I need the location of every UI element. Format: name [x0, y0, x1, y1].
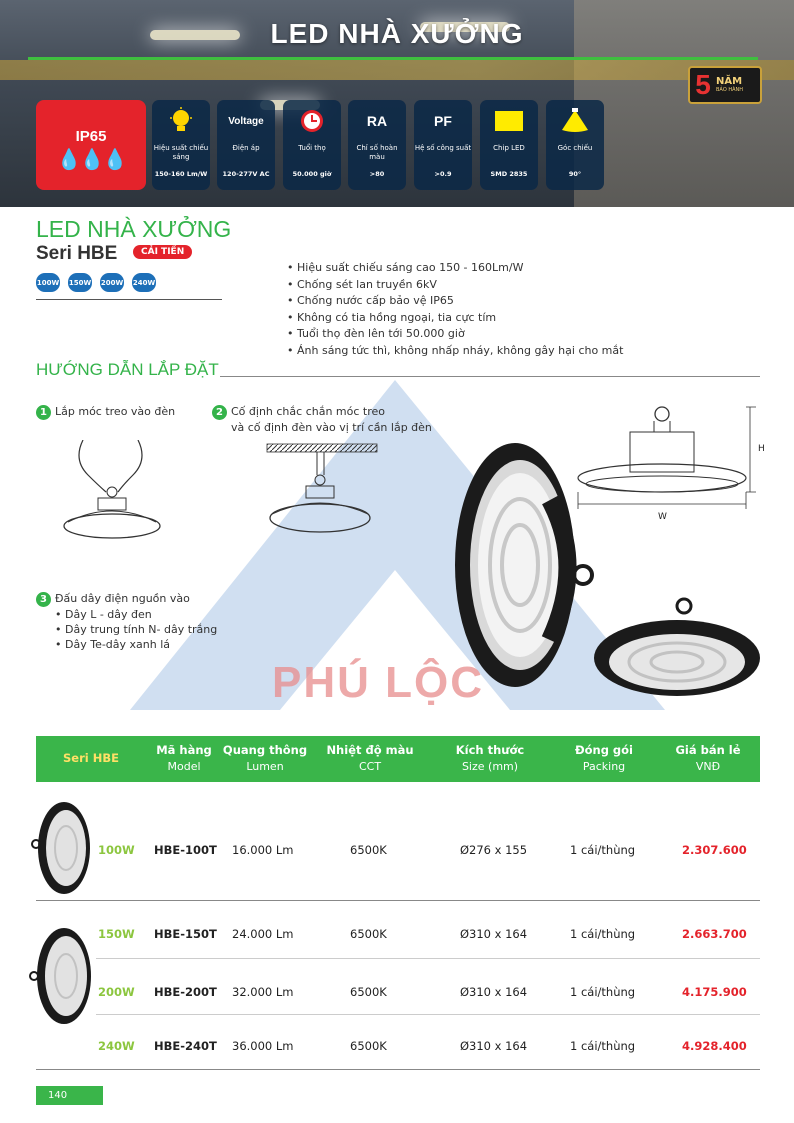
- row-lumen: 36.000 Lm: [232, 1039, 294, 1053]
- step1-illustration: [58, 440, 168, 550]
- row-cct: 6500K: [350, 985, 387, 999]
- row-size: Ø276 x 155: [460, 843, 528, 857]
- water-drops-icon: 💧💧💧: [56, 147, 126, 171]
- power-chip: 200W: [100, 273, 124, 292]
- install-step-3: [36, 591, 217, 652]
- row-watt: 150W: [98, 927, 135, 941]
- feature-item: • Ánh sáng tức thì, không nhấp nháy, không gây hại cho mắt: [287, 343, 623, 360]
- header-price: Giá bán lẻ VNĐ: [675, 743, 741, 773]
- row-packing: 1 cái/thùng: [570, 1039, 636, 1053]
- row-size: Ø310 x 164: [460, 1039, 528, 1053]
- spec-value: SMD 2835: [490, 170, 528, 178]
- row-model: HBE-200T: [154, 985, 217, 999]
- step-number: 2: [212, 405, 227, 420]
- ra-icon: RA: [366, 113, 388, 129]
- table-bottom-line: [36, 1069, 760, 1070]
- step-number: 1: [36, 405, 51, 420]
- header-cct: Nhiệt độ màu CCT: [326, 743, 414, 773]
- row-lumen: 16.000 Lm: [232, 843, 294, 857]
- hero-title: LED NHÀ XƯỞNG: [270, 18, 524, 49]
- row-lumen: 24.000 Lm: [232, 927, 294, 941]
- hero-crane-beam: [0, 60, 794, 80]
- warranty-sub: BẢO HÀNH: [716, 87, 744, 93]
- spec-voltage: [217, 100, 275, 190]
- spec-value: 120-277V AC: [222, 170, 270, 178]
- feature-item: • Không có tia hồng ngoại, tia cực tím: [287, 310, 623, 327]
- row-packing: 1 cái/thùng: [570, 985, 636, 999]
- row-cct: 6500K: [350, 927, 387, 941]
- row-size: Ø310 x 164: [460, 927, 528, 941]
- step-number: 3: [36, 592, 51, 607]
- warranty-word: NĂM: [716, 76, 743, 87]
- step-text: Lắp móc treo vào đèn: [55, 405, 176, 418]
- improved-badge: CẢI TIẾN: [133, 245, 192, 259]
- table-row-divider: [96, 958, 760, 959]
- spec-label: Tuổi thọ: [298, 144, 326, 152]
- spec-cri: [348, 100, 406, 190]
- pf-icon: PF: [434, 113, 452, 129]
- power-chip: 240W: [132, 273, 156, 292]
- beam-angle-icon: [546, 106, 604, 136]
- clock-icon: [283, 106, 341, 136]
- header-size: Kích thước Size (mm): [455, 743, 525, 773]
- guide-title: HƯỚNG DẪN LẮP ĐẶT: [36, 360, 219, 379]
- spec-value: 150-160 Lm/W: [154, 170, 208, 178]
- row-watt: 100W: [98, 843, 135, 857]
- wire-item: • Dây Te-dây xanh lá: [55, 638, 171, 651]
- spec-label: Chip LED: [493, 144, 525, 152]
- spec-value: >80: [369, 170, 385, 178]
- row-price: 2.307.600: [682, 843, 747, 857]
- watermark: PHÚ LỘC: [272, 658, 484, 707]
- voltage-icon: Voltage: [228, 115, 264, 127]
- row-cct: 6500K: [350, 843, 387, 857]
- row-price: 4.928.400: [682, 1039, 747, 1053]
- row-product-image-150w: [26, 926, 94, 1026]
- spec-label: Hệ số công suất: [414, 144, 472, 152]
- row-price: 4.175.900: [682, 985, 747, 999]
- power-chip: 150W: [68, 273, 92, 292]
- spec-value: 50.000 giờ: [292, 170, 332, 178]
- feature-item: • Hiệu suất chiếu sáng cao 150 - 160Lm/W: [287, 260, 623, 277]
- spec-led-chip: [480, 100, 538, 190]
- dimension-h-label: H: [758, 444, 765, 454]
- spec-label: Điện áp: [232, 144, 260, 152]
- spec-label: Hiệu suất chiếu sáng: [153, 144, 209, 161]
- row-model: HBE-150T: [154, 927, 217, 941]
- install-step-2: [212, 404, 432, 435]
- row-size: Ø310 x 164: [460, 985, 528, 999]
- product-image-large: [420, 440, 610, 690]
- table-row-divider: [36, 900, 760, 901]
- product-image-small: [592, 596, 762, 706]
- row-model: HBE-100T: [154, 843, 217, 857]
- light-bulb-icon: [152, 106, 210, 136]
- title-underline: [36, 299, 222, 300]
- spec-lifetime: [283, 100, 341, 190]
- table-row-divider: [96, 1014, 760, 1015]
- product-series: Seri HBE: [36, 243, 118, 264]
- install-step-1: [36, 404, 175, 420]
- warranty-badge: [688, 66, 762, 104]
- page-number: 140: [36, 1086, 103, 1105]
- row-watt: 200W: [98, 985, 135, 999]
- row-lumen: 32.000 Lm: [232, 985, 294, 999]
- spec-label: Chỉ số hoàn màu: [356, 144, 398, 161]
- spec-efficiency: [152, 100, 210, 190]
- row-model: HBE-240T: [154, 1039, 217, 1053]
- feature-list: [287, 260, 623, 360]
- feature-item: • Chống sét lan truyền 6kV: [287, 277, 623, 294]
- spec-value: 90°: [568, 170, 582, 178]
- feature-item: • Chống nước cấp bảo vệ IP65: [287, 293, 623, 310]
- row-cct: 6500K: [350, 1039, 387, 1053]
- header-series: Seri HBE: [63, 751, 119, 765]
- row-packing: 1 cái/thùng: [570, 843, 636, 857]
- row-product-image-100w: [28, 800, 94, 896]
- step-text: và cố định đèn vào vị trí cần lắp đèn: [231, 421, 432, 434]
- ip65-label: IP65: [75, 128, 107, 145]
- step2-illustration: [262, 440, 382, 550]
- dimension-w-label: W: [658, 512, 667, 522]
- row-watt: 240W: [98, 1039, 135, 1053]
- wire-item: • Dây L - dây đen: [55, 608, 152, 621]
- product-title: LED NHÀ XƯỞNG: [36, 216, 232, 242]
- spec-label: Góc chiếu: [557, 144, 593, 152]
- step-text: Đấu dây điện nguồn vào: [55, 592, 190, 605]
- warranty-number: 5: [695, 69, 711, 100]
- header-model: Mã hàng Model: [156, 743, 212, 773]
- step-text: Cố định chắc chắn móc treo: [231, 405, 385, 418]
- row-price: 2.663.700: [682, 927, 747, 941]
- led-chip-icon: [480, 106, 538, 136]
- wire-item: • Dây trung tính N- dây trắng: [55, 623, 218, 636]
- guide-divider: [220, 376, 760, 377]
- spec-beam-angle: [546, 100, 604, 190]
- hero-divider: [28, 57, 758, 60]
- header-packing: Đóng gói Packing: [574, 743, 634, 773]
- table-header: [36, 736, 760, 782]
- spec-power-factor: [414, 100, 472, 190]
- feature-item: • Tuổi thọ đèn lên tới 50.000 giờ: [287, 326, 623, 343]
- header-lumen: Quang thông Lumen: [222, 743, 308, 773]
- power-chip: 100W: [36, 273, 60, 292]
- ip65-badge: [36, 100, 146, 190]
- spec-value: >0.9: [434, 170, 452, 178]
- row-packing: 1 cái/thùng: [570, 927, 636, 941]
